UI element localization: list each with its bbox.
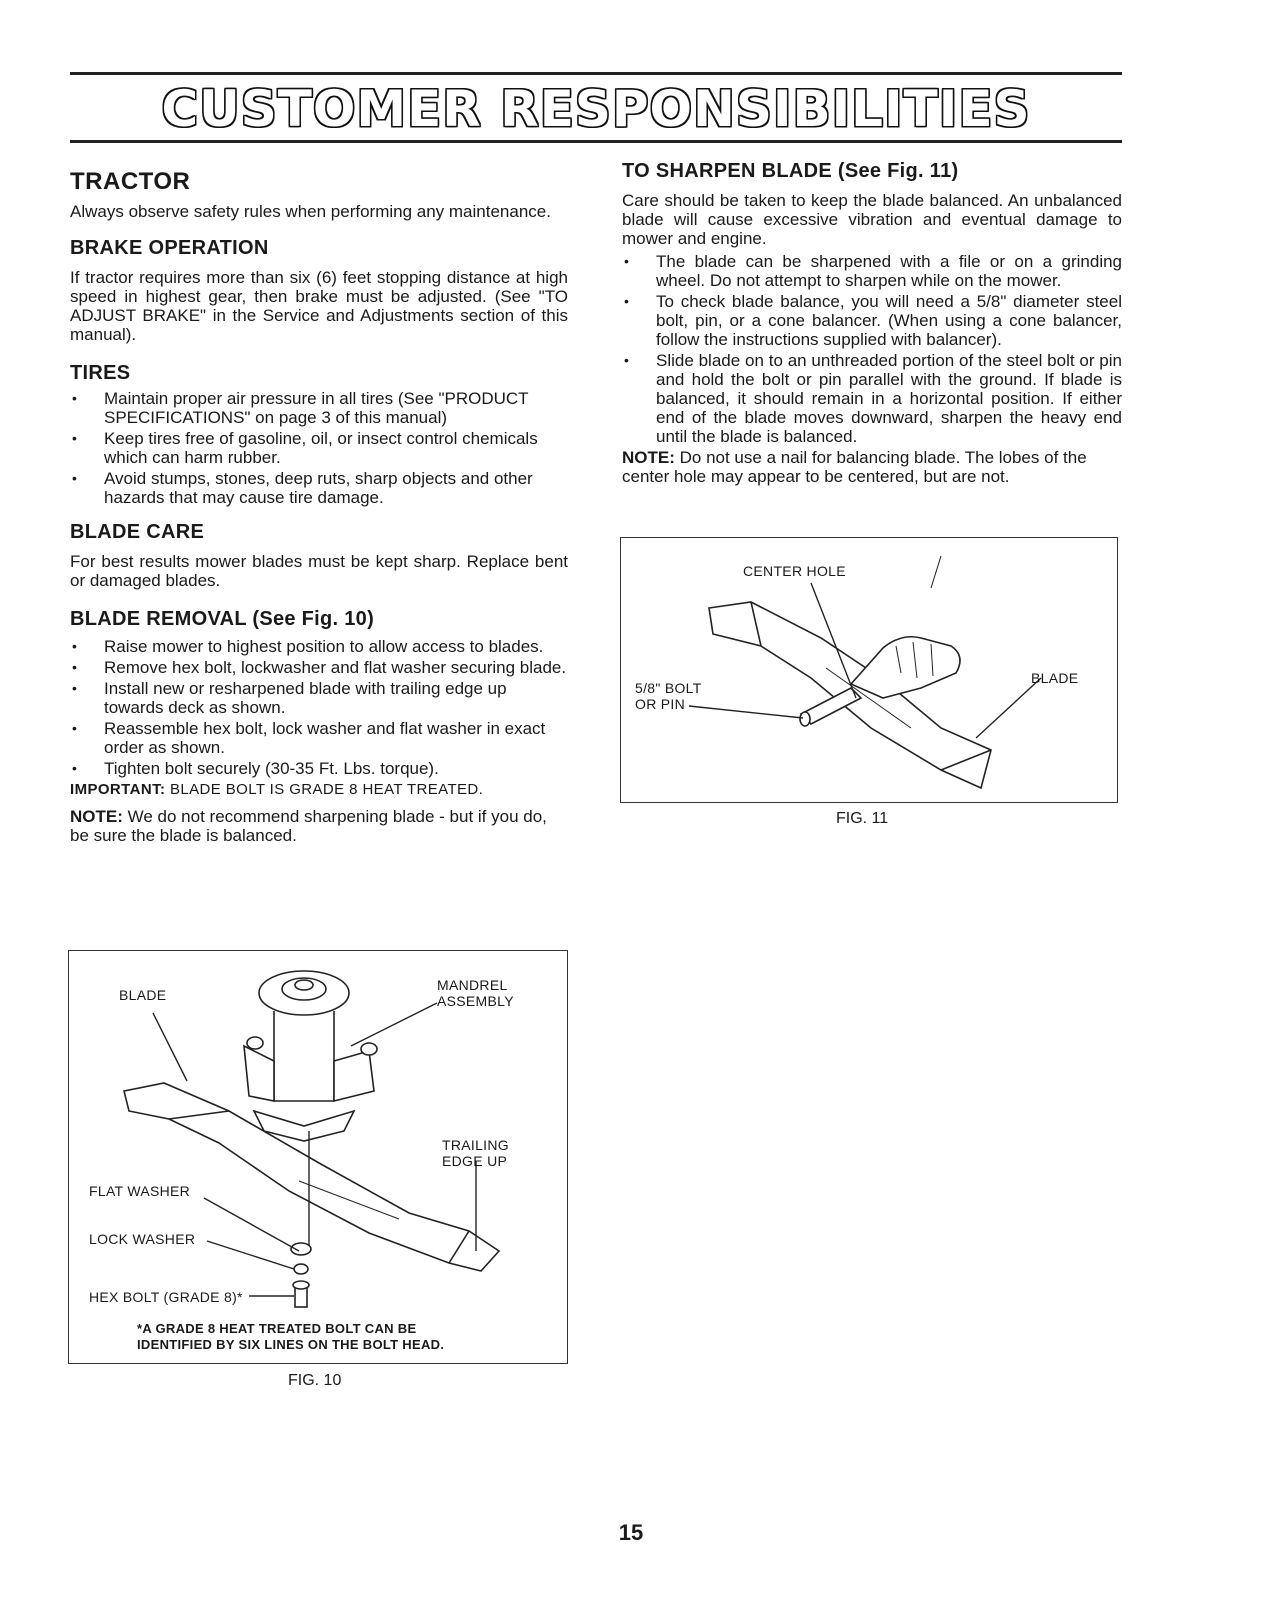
fig11-label-center-hole: CENTER HOLE <box>743 563 846 579</box>
figure-10 <box>68 950 568 1364</box>
tires-list <box>70 389 568 507</box>
important-text: BLADE BOLT IS GRADE 8 HEAT TREATED. <box>169 781 484 798</box>
note-text: Do not use a nail for balancing blade. The lobes of the center hole may appear to be centered, but are not. <box>622 448 1087 486</box>
important-lead: IMPORTANT: <box>70 781 166 798</box>
brake-heading: BRAKE OPERATION <box>70 237 269 259</box>
figure-11 <box>620 537 1118 803</box>
sharpen-note <box>622 448 1122 486</box>
sharpen-list <box>622 252 1122 446</box>
blade-removal-list <box>70 637 568 778</box>
note-text: We do not recommend sharpening blade - but if you do, be sure the blade is balanced. <box>70 807 547 845</box>
blade-care-heading: BLADE CARE <box>70 521 205 543</box>
brake-text: If tractor requires more than six (6) feet stopping distance at high speed in highest gear, then brake must be adjusted. (See "TO ADJUST BRAKE" in the Service and Adjustments section of this manual). <box>70 268 568 344</box>
sharpen-heading: TO SHARPEN BLADE (See Fig. 11) <box>622 160 959 182</box>
list-item: • Raise mower to highest position to allow access to blades. <box>72 637 544 656</box>
list-item: • Maintain proper air pressure in all tires (See "PRODUCT SPECIFICATIONS" on page 3 of this manual) <box>72 389 529 427</box>
note-lead: NOTE: <box>622 448 675 467</box>
page-number: 15 <box>618 1520 644 1545</box>
fig10-label-lock-washer: LOCK WASHER <box>89 1231 196 1247</box>
fig10-footnote: *A GRADE 8 HEAT TREATED BOLT CAN BE IDENTIFIED BY SIX LINES ON THE BOLT HEAD. <box>137 1321 445 1352</box>
fig11-label-blade: BLADE <box>1031 670 1079 686</box>
removal-note <box>70 807 568 845</box>
blade-removal-heading: BLADE REMOVAL (See Fig. 10) <box>70 608 375 630</box>
important-note <box>70 780 568 799</box>
list-item: • Install new or resharpened blade with trailing edge up towards deck as shown. <box>72 679 507 717</box>
tractor-text: Always observe safety rules when performing any maintenance. <box>70 202 551 221</box>
blade-care-text: For best results mower blades must be kept sharp. Replace bent or damaged blades. <box>70 552 568 590</box>
fig10-label-flat-washer: FLAT WASHER <box>89 1183 191 1199</box>
list-item: • The blade can be sharpened with a file or on a grinding wheel. Do not attempt to sharpen while on the mower. <box>624 252 1122 290</box>
fig11-label-bolt: 5/8" BOLT OR PIN <box>635 680 702 712</box>
fig10-label-blade: BLADE <box>119 987 167 1003</box>
fig10-caption: FIG. 10 <box>288 1372 342 1389</box>
left-column <box>70 168 568 845</box>
fig10-label-mandrel: MANDREL ASSEMBLY <box>437 977 514 1009</box>
fig10-label-hex-bolt: HEX BOLT (GRADE 8)* <box>89 1289 243 1305</box>
fig10-label-trailing: TRAILING EDGE UP <box>442 1137 509 1169</box>
list-item: • Reassemble hex bolt, lock washer and flat washer in exact order as shown. <box>72 719 546 757</box>
tractor-heading: TRACTOR <box>70 168 191 195</box>
list-item: • Tighten bolt securely (30-35 Ft. Lbs. torque). <box>72 759 439 778</box>
sharpen-text: Care should be taken to keep the blade balanced. An unbalanced blade will cause excessive vibration and eventual damage to mower and engine. <box>622 191 1122 248</box>
list-item: • To check blade balance, you will need a 5/8" diameter steel bolt, pin, or a cone balancer. (When using a cone balancer, follow the instructions supplied with balancer). <box>624 292 1122 349</box>
list-item: • Remove hex bolt, lockwasher and flat washer securing blade. <box>72 658 567 677</box>
title-underline-rule <box>70 140 1122 143</box>
right-column <box>622 160 1122 486</box>
page-title: CUSTOMER RESPONSIBILITIES <box>161 80 1031 138</box>
fig11-caption: FIG. 11 <box>836 810 889 827</box>
top-rule <box>70 72 1122 75</box>
list-item: • Avoid stumps, stones, deep ruts, sharp objects and other hazards that may cause tire damage. <box>72 469 533 507</box>
list-item: • Slide blade on to an unthreaded portion of the steel bolt or pin and hold the bolt or pin parallel with the ground. If blade is balanced, it should remain in a horizontal position. If either end of the blade moves downward, sharpen the heavy end until the blade is balanced. <box>624 351 1122 446</box>
tires-heading: TIRES <box>70 362 131 384</box>
list-item: • Keep tires free of gasoline, oil, or insect control chemicals which can harm rubber. <box>72 429 538 467</box>
note-lead: NOTE: <box>70 807 123 826</box>
